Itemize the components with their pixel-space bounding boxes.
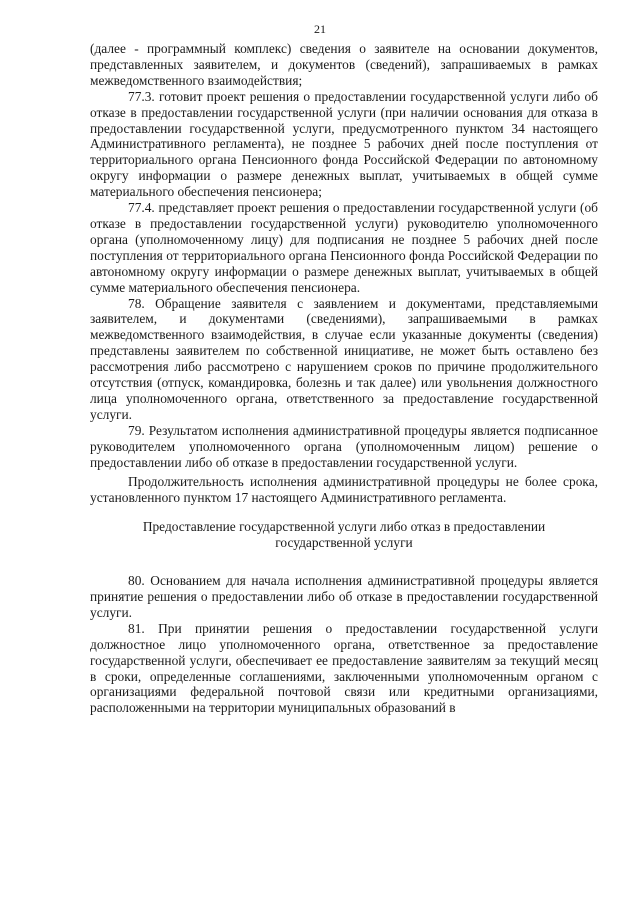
paragraph-80: 80. Основанием для начала исполнения административной процедуры является принятие решения о предоставлении либо об отказе в предоставлении государственной услуги.	[90, 573, 598, 620]
paragraph-79: 79. Результатом исполнения административной процедуры является подписанное руководителем уполномоченного органа (уполномоченным лицом) решение о предоставлении либо об отказе в предоставлении государственной услуги.	[90, 422, 598, 470]
paragraph-77-4: 77.4. представляет проект решения о предоставлении государственной услуги (об отказе в предоставлении государственной услуги) руководителю уполномоченного органа (уполномоченному лицу) для подписания не позднее 5 рабочих дней после поступления от территориального органа Пенсионного фонда Российской Федерации по автономному округу информации о размере денежных выплат, учитываемых в общей сумме материального обеспечения пенсионера.	[90, 200, 598, 295]
paragraph-78: 78. Обращение заявителя с заявлением и документами, представляемыми заявителем, и документами (сведениями), запрашиваемыми в рамках межведомственного взаимодействия, в случае если указанные документы (сведения) представлены заявителем по собственной инициативе, не может быть оставлено без рассмотрения либо рассмотрено с нарушением сроков по причине продолжительного отсутствия (отпуск, командировка, болезнь и так далее) или увольнения должностного лица уполномоченного органа, ответственного за предоставление государственной услуги.	[90, 295, 598, 422]
paragraph-continuation: (далее - программный комплекс) сведения о заявителе на основании документов, представленных заявителем, и документов (сведений), запрашиваемых в рамках межведомственного взаимодействия;	[90, 41, 598, 88]
paragraph-77-3: 77.3. готовит проект решения о предоставлении государственной услуги либо об отказе в предоставлении государственной услуги (при наличии основания для отказа в предоставлении государственной услуги, предусмотренного пунктом 34 настоящего Административного регламента), не позднее 5 рабочих дней после поступления от территориального органа Пенсионного фонда Российской Федерации по автономному округу информации о размере денежных выплат, учитываемых в общей сумме материального обеспечения пенсионера;	[90, 88, 598, 200]
document-body	[90, 41, 598, 716]
paragraph-duration: Продолжительность исполнения административной процедуры не более срока, установленного пунктом 17 настоящего Административного регламента.	[90, 474, 598, 506]
paragraph-81: 81. При принятии решения о предоставлении государственной услуги должностное лицо уполномоченного органа, ответственное за предоставление государственной услуги, обеспечивает ее предоставление заявителям за текущий месяц в сроки, определенные соглашениями, заключенными уполномоченным органом с организациями федеральной почтовой связи или кредитными организациями, расположенными на территории муниципальных образований в	[90, 620, 598, 716]
page-number: 21	[314, 22, 326, 36]
section-heading: Предоставление государственной услуги либо отказ в предоставлении государственной услуги	[142, 519, 546, 551]
